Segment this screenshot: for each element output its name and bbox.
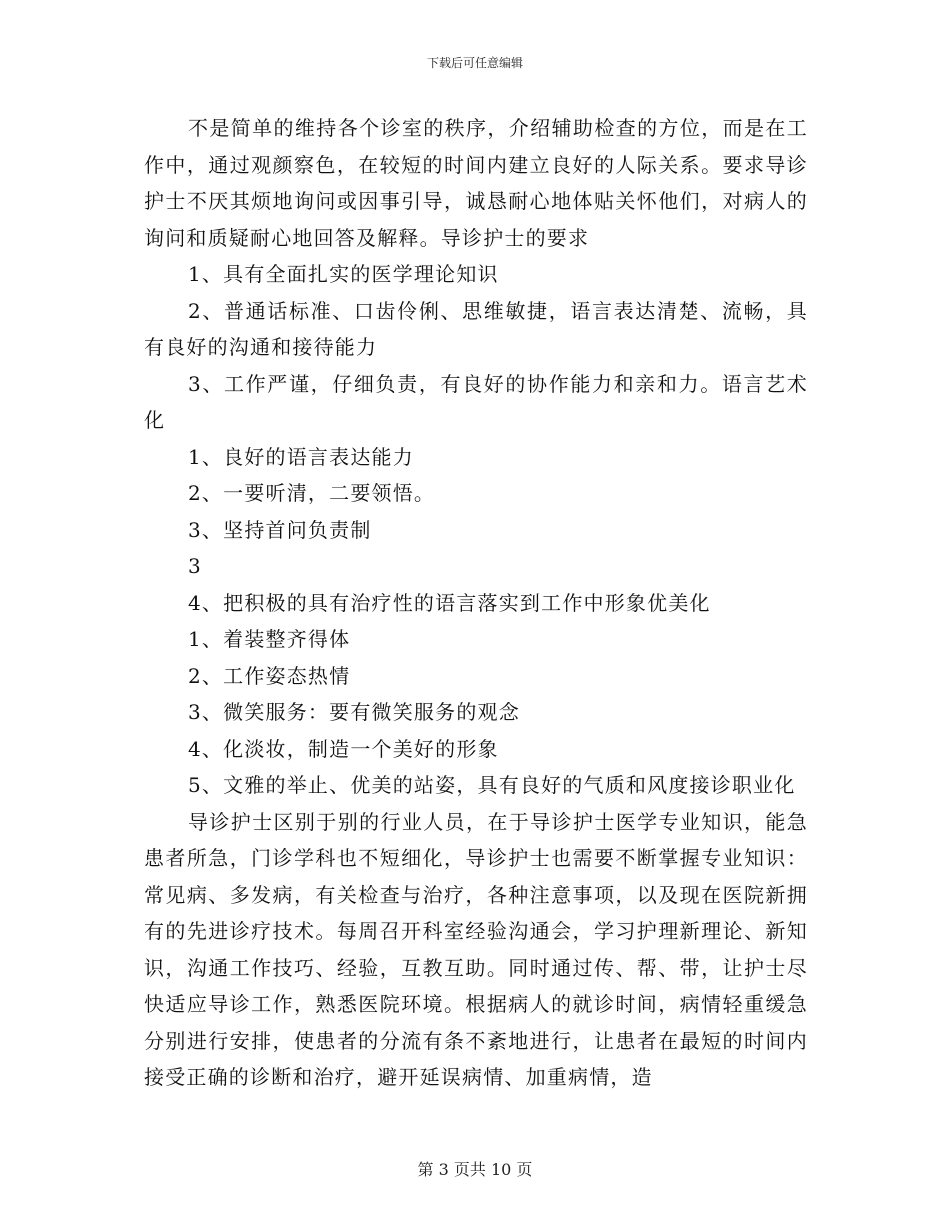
list-item: 2、普通话标准、口齿伶俐、思维敏捷，语言表达清楚、流畅，具有良好的沟通和接待能力 [144,298,808,359]
list-item: 5、文雅的举止、优美的站姿，具有良好的气质和风度接诊职业化 [188,773,796,797]
list-item: 4、化淡妆，制造一个美好的形象 [188,736,499,761]
page-footer: 第 3 页共 10 页 [417,1160,533,1179]
stray-number: 3 [188,554,202,578]
list-item: 3、工作严谨，仔细负责，有良好的协作能力和亲和力。语言艺术化 [144,371,808,432]
list-item: 2、工作姿态热情 [188,663,351,688]
list-item: 3、坚持首问负责制 [188,517,372,542]
document-body [144,110,808,1096]
page-header: 下载后可任意编辑 [426,56,523,70]
list-item: 2、一要听清，二要领悟。 [188,481,436,505]
list-item: 3、微笑服务：要有微笑服务的观念 [188,700,520,724]
list-item: 1、具有全面扎实的医学理论知识 [188,262,499,286]
list-item: 4、把积极的具有治疗性的语言落实到工作中形象优美化 [188,590,711,615]
body-paragraph: 导诊护士区别于别的行业人员，在于导诊护士医学专业知识，能急患者所急，门诊学科也不短细化，导诊护士也需要不断掌握专业知识：常见病、多发病，有关检查与治疗，各种注意事项，以及现在医院新拥有的先进诊疗技术。每周召开科室经验沟通会，学习护理新理论、新知识，沟通工作技巧、经验，互教互助。同时通过传、帮、带，让护士尽快适应导诊工作，熟悉医院环境。根据病人的就诊时间，病情轻重缓急分别进行安排，使患者的分流有条不紊地进行，让患者在最短的时间内接受正确的诊断和治疗，避开延误病情、加重病情，造 [144,809,808,1089]
intro-paragraph: 不是简单的维持各个诊室的秩序，介绍辅助检查的方位，而是在工作中，通过观颜察色，在较短的时间内建立良好的人际关系。要求导诊护士不厌其烦地询问或因事引导，诚恳耐心地体贴关怀他们，对病人的询问和质疑耐心地回答及解释。导诊护士的要求 [144,116,808,250]
list-item: 1、着装整齐得体 [188,627,351,651]
list-item: 1、良好的语言表达能力 [188,444,414,469]
